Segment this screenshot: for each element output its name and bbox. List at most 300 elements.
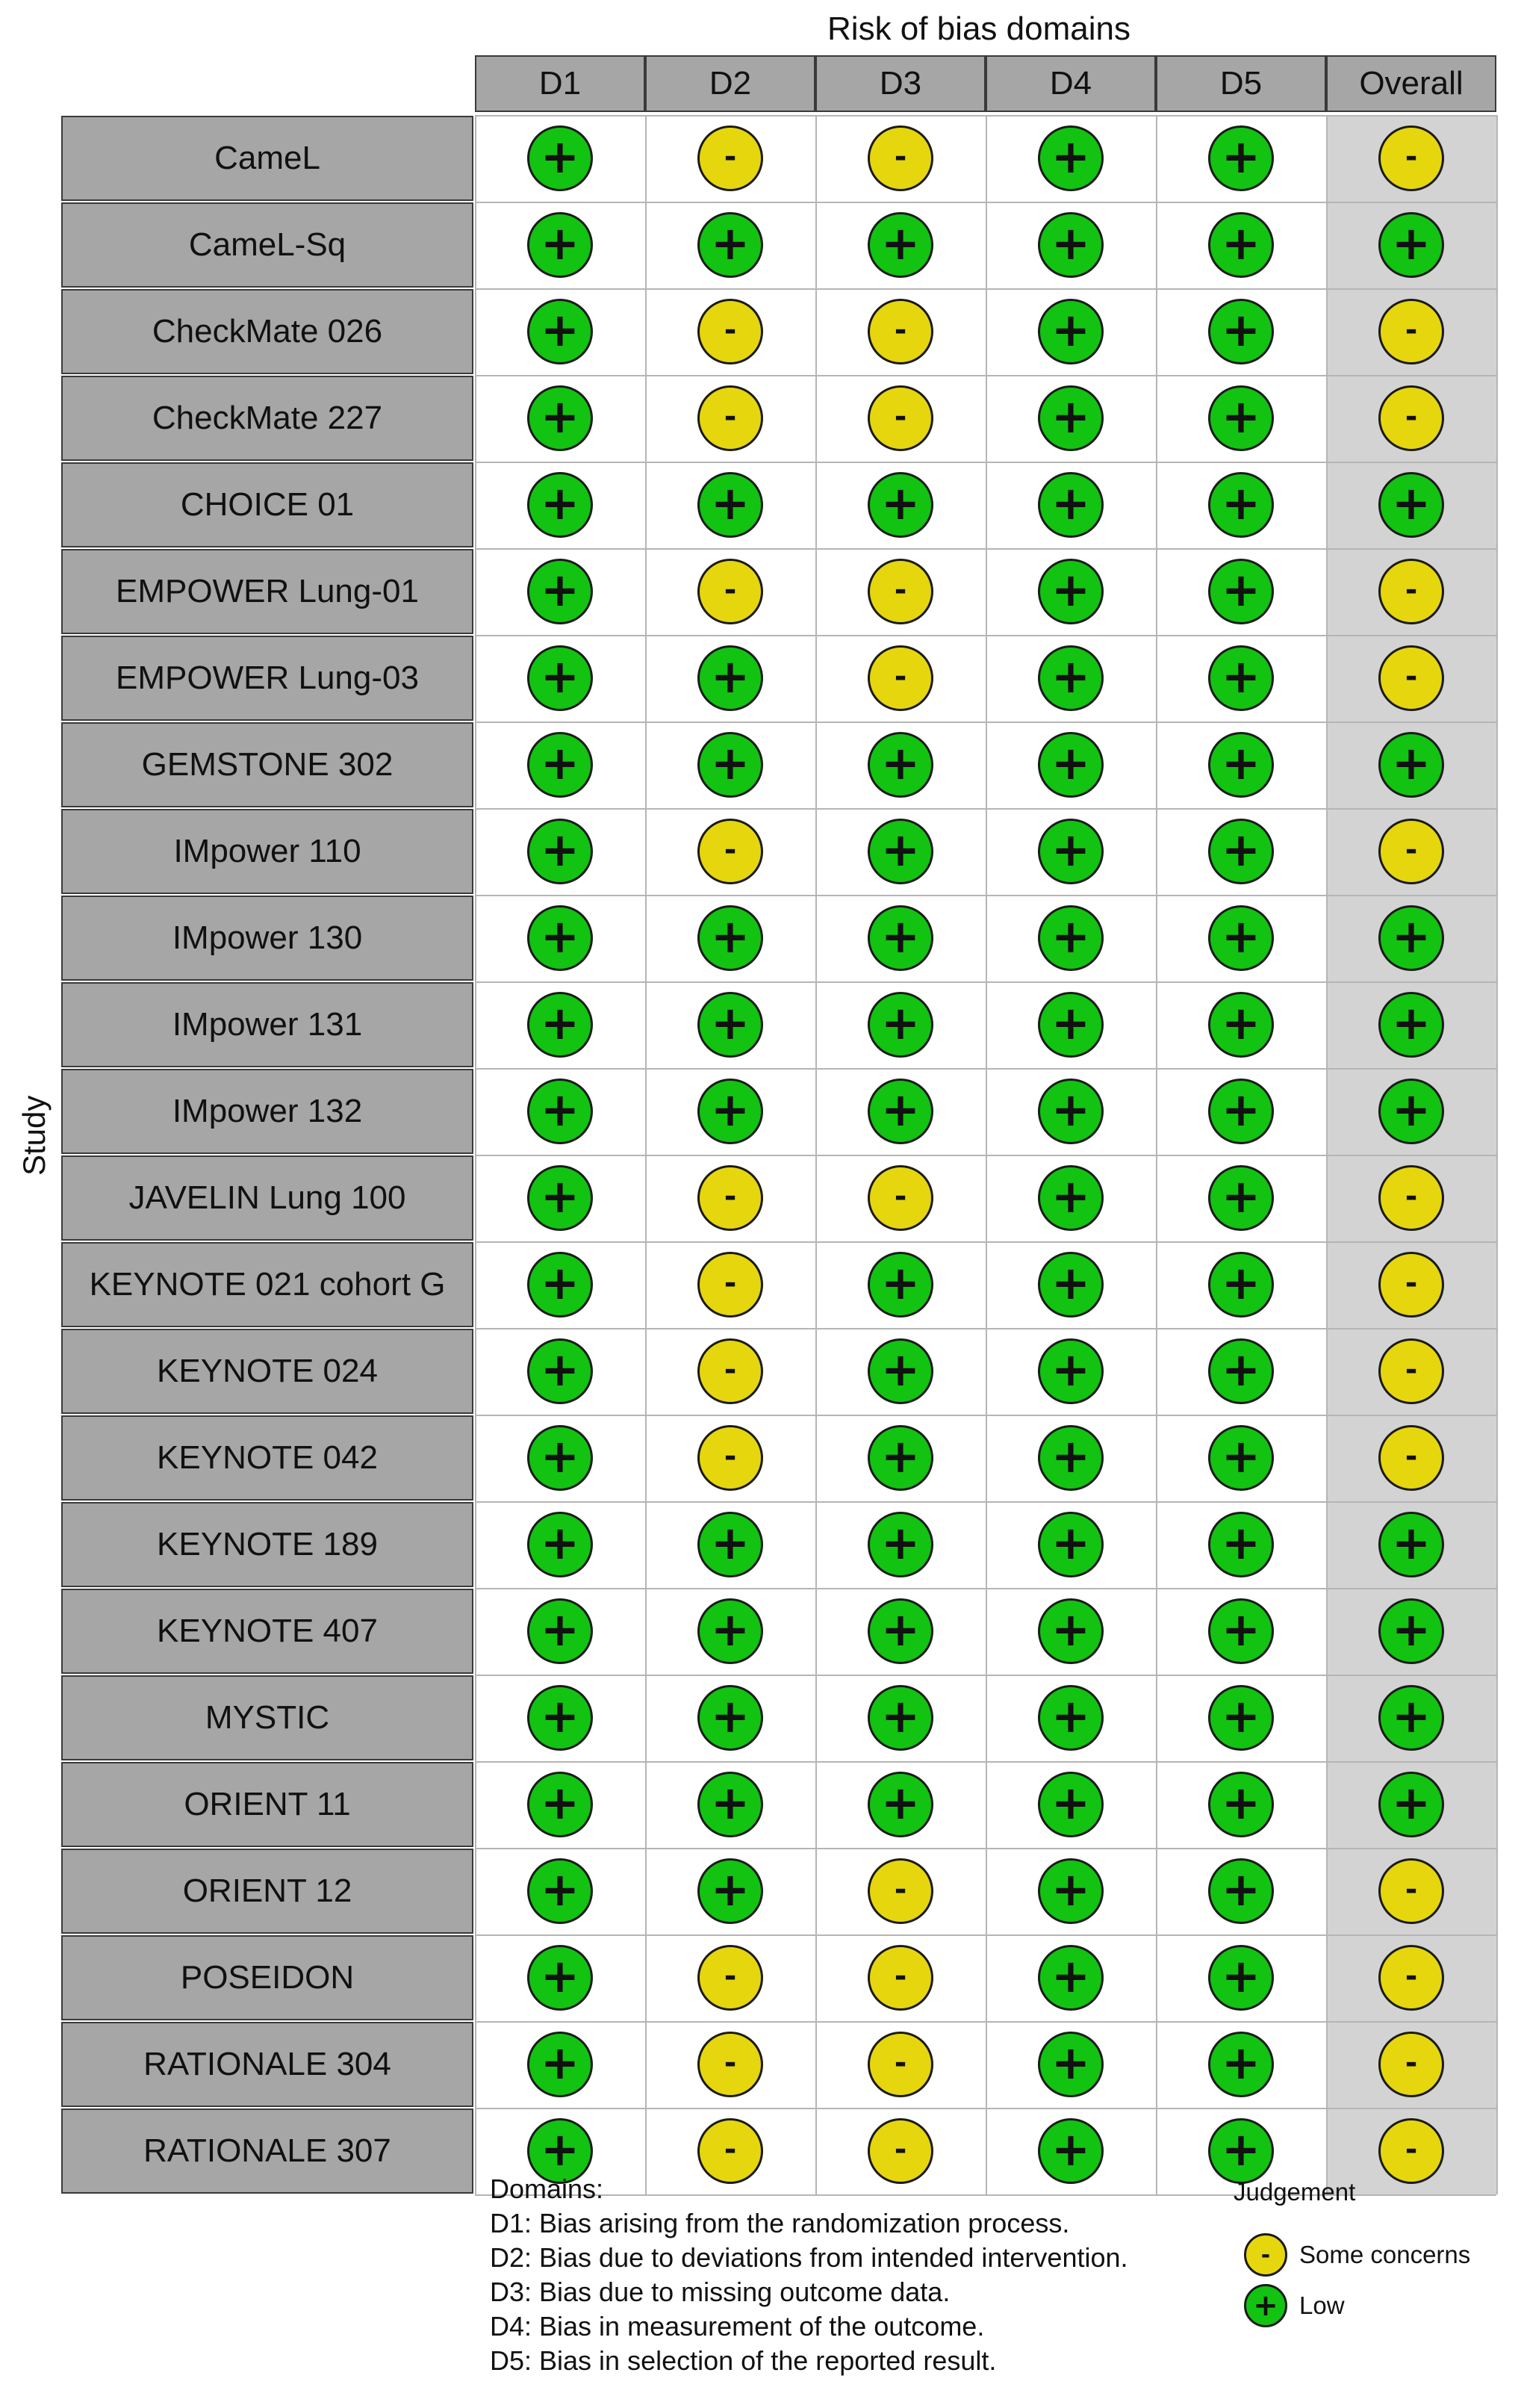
judgement-dot-keynote-407-d2	[697, 1598, 763, 1664]
judgement-dot-impower-110-d5	[1208, 819, 1274, 884]
judgement-dot-empower-lung-01-overall	[1378, 559, 1444, 624]
judgement-dot-camel-sq-d4	[1038, 212, 1104, 278]
judgement-symbol: +	[711, 736, 750, 790]
judgement-symbol: +	[711, 1602, 750, 1657]
judgement-symbol: -	[724, 1353, 737, 1387]
judgement-dot-keynote-189-d3	[868, 1512, 933, 1577]
judgement-dot-mystic-d5	[1208, 1685, 1274, 1751]
judgement-symbol: +	[1222, 1169, 1260, 1223]
study-label-javelin-lung-100: JAVELIN Lung 100	[61, 1155, 473, 1241]
judgement-symbol: +	[1051, 2122, 1090, 2176]
judgement-symbol: +	[881, 1602, 920, 1657]
judgement-dot-checkmate-026-d2	[697, 299, 763, 364]
study-label-checkmate-026: CheckMate 026	[61, 289, 473, 374]
judgement-symbol: +	[1051, 1515, 1090, 1570]
domains-legend	[490, 2172, 1128, 2378]
judgement-dot-keynote-407-d5	[1208, 1598, 1274, 1664]
judgement-dot-keynote-021-cohort-g-d5	[1208, 1252, 1274, 1318]
judgement-dot-impower-131-d3	[868, 992, 933, 1058]
judgement-dot-mystic-d1	[527, 1685, 593, 1751]
judgement-symbol: +	[541, 649, 579, 704]
domains-legend-item-d4: D4: Bias in measurement of the outcome.	[490, 2311, 985, 2342]
judgement-symbol: +	[541, 909, 579, 963]
judgement-dot-impower-132-overall	[1378, 1079, 1444, 1144]
judgement-dot-keynote-021-cohort-g-d1	[527, 1252, 593, 1318]
column-gridline	[1156, 115, 1157, 2194]
judgement-dot-gemstone-302-d1	[527, 732, 593, 798]
judgement-dot-impower-131-d4	[1038, 992, 1104, 1058]
judgement-dot-keynote-021-cohort-g-overall	[1378, 1252, 1444, 1318]
judgement-symbol: +	[541, 1082, 579, 1137]
judgement-dot-rationale-304-overall	[1378, 2032, 1444, 2097]
judgement-symbol: +	[1392, 216, 1431, 270]
judgement-dot-checkmate-227-d5	[1208, 385, 1274, 451]
judgement-dot-keynote-042-d4	[1038, 1425, 1104, 1491]
judgement-dot-impower-132-d1	[527, 1079, 593, 1144]
judgement-symbol: -	[894, 400, 907, 434]
judgement-dot-javelin-lung-100-d1	[527, 1165, 593, 1231]
judgement-dot-empower-lung-03-d5	[1208, 645, 1274, 711]
judgement-dot-camel-sq-d5	[1208, 212, 1274, 278]
judgement-symbol: +	[541, 389, 579, 444]
judgement-symbol: -	[724, 313, 737, 347]
judgement-symbol: +	[1392, 476, 1431, 530]
judgement-dot-keynote-024-d5	[1208, 1338, 1274, 1404]
study-label-rationale-307: RATIONALE 307	[61, 2108, 473, 2194]
judgement-symbol: +	[881, 1082, 920, 1137]
judgement-dot-keynote-407-d3	[868, 1598, 933, 1664]
judgement-symbol: +	[1051, 1082, 1090, 1137]
judgement-dot-empower-lung-01-d2	[697, 559, 763, 624]
judgement-dot-choice-01-d2	[697, 472, 763, 538]
judgement-dot-keynote-189-d5	[1208, 1512, 1274, 1577]
judgement-dot-poseidon-d2	[697, 1945, 763, 2011]
judgement-symbol: +	[1222, 1082, 1260, 1137]
judgement-dot-orient-11-d5	[1208, 1772, 1274, 1837]
judgement-symbol: +	[711, 476, 750, 530]
judgement-symbol: -	[1405, 660, 1418, 694]
study-label-impower-131: IMpower 131	[61, 982, 473, 1067]
judgement-symbol: +	[881, 822, 920, 877]
judgement-symbol: -	[724, 1959, 737, 1993]
study-label-keynote-024: KEYNOTE 024	[61, 1329, 473, 1414]
column-header-d1: D1	[475, 55, 645, 112]
judgement-symbol: +	[881, 1342, 920, 1397]
judgement-symbol: +	[1051, 822, 1090, 877]
judgement-symbol: +	[1051, 562, 1090, 617]
judgement-dot-impower-110-d3	[868, 819, 933, 884]
judgement-dot-impower-110-d4	[1038, 819, 1104, 884]
column-header-d2: D2	[645, 55, 815, 112]
judgement-dot-impower-132-d5	[1208, 1079, 1274, 1144]
judgement-symbol: +	[881, 996, 920, 1050]
judgement-dot-keynote-042-d1	[527, 1425, 593, 1491]
judgement-dot-orient-12-d1	[527, 1858, 593, 1924]
judgement-symbol: +	[711, 1862, 750, 1917]
judgement-dot-camel-sq-overall	[1378, 212, 1444, 278]
column-gridline	[645, 115, 647, 2194]
judgement-symbol: -	[724, 140, 737, 174]
judgement-dot-keynote-024-d3	[868, 1338, 933, 1404]
judgement-dot-choice-01-d5	[1208, 472, 1274, 538]
judgement-symbol: +	[1051, 649, 1090, 704]
judgement-symbol: +	[1051, 2035, 1090, 2090]
judgement-symbol: +	[1051, 129, 1090, 184]
judgement-dot-empower-lung-01-d4	[1038, 559, 1104, 624]
judgement-symbol: +	[1222, 476, 1260, 530]
judgement-symbol: +	[711, 909, 750, 963]
judgement-dot-impower-130-overall	[1378, 905, 1444, 971]
judgement-symbol: +	[1222, 302, 1260, 357]
column-gridline	[815, 115, 817, 2194]
column-gridline	[1326, 115, 1328, 2194]
judgement-symbol: -	[894, 1179, 907, 1214]
domains-legend-item-d3: D3: Bias due to missing outcome data.	[490, 2277, 951, 2307]
judgement-dot-keynote-189-d1	[527, 1512, 593, 1577]
judgement-dot-javelin-lung-100-d5	[1208, 1165, 1274, 1231]
column-header-d4: D4	[986, 55, 1156, 112]
study-label-rationale-304: RATIONALE 304	[61, 2022, 473, 2107]
judgement-symbol: +	[1222, 649, 1260, 704]
judgement-dot-camel-sq-d3	[868, 212, 933, 278]
judgement-symbol: +	[711, 1689, 750, 1743]
chart-title: Risk of bias domains	[827, 10, 1130, 47]
judgement-symbol: +	[1222, 736, 1260, 790]
judgement-symbol: +	[1222, 2035, 1260, 2090]
study-label-mystic: MYSTIC	[61, 1675, 473, 1760]
judgement-dot-checkmate-227-d2	[697, 385, 763, 451]
judgement-dot-gemstone-302-d2	[697, 732, 763, 798]
judgement-symbol: +	[1051, 389, 1090, 444]
judgement-dot-checkmate-026-d4	[1038, 299, 1104, 364]
judgement-dot-orient-12-d4	[1038, 1858, 1104, 1924]
judgement-dot-rationale-304-d1	[527, 2032, 593, 2097]
judgement-symbol: +	[541, 562, 579, 617]
judgement-dot-rationale-307-d5	[1208, 2118, 1274, 2184]
judgement-symbol: +	[1051, 909, 1090, 963]
judgement-symbol: -	[724, 2046, 737, 2080]
judgement-symbol: +	[1222, 1689, 1260, 1743]
judgement-symbol: -	[894, 660, 907, 694]
judgement-symbol: +	[541, 129, 579, 184]
judgement-symbol: +	[541, 1169, 579, 1223]
judgement-symbol: +	[1051, 1602, 1090, 1657]
judgement-symbol: +	[541, 1256, 579, 1310]
domains-legend-item-d2: D2: Bias due to deviations from intended intervention.	[490, 2242, 1128, 2273]
judgement-dot-impower-131-d5	[1208, 992, 1274, 1058]
judgement-symbol: +	[541, 1515, 579, 1570]
judgement-symbol: +	[541, 1775, 579, 1830]
judgement-dot-empower-lung-03-d1	[527, 645, 593, 711]
judgement-dot-rationale-304-d2	[697, 2032, 763, 2097]
judgement-dot-poseidon-d4	[1038, 1945, 1104, 2011]
column-header-d3: D3	[815, 55, 986, 112]
study-label-impower-132: IMpower 132	[61, 1069, 473, 1154]
judgement-dot-keynote-021-cohort-g-d3	[868, 1252, 933, 1318]
judgement-dot-impower-132-d4	[1038, 1079, 1104, 1144]
judgement-dot-empower-lung-01-d3	[868, 559, 933, 624]
judgement-dot-orient-11-d3	[868, 1772, 933, 1837]
judgement-symbol: +	[1392, 1515, 1431, 1570]
judgement-dot-rationale-304-d4	[1038, 2032, 1104, 2097]
judgement-symbol: +	[1051, 216, 1090, 270]
judgement-dot-impower-110-d2	[697, 819, 763, 884]
judgement-dot-orient-12-overall	[1378, 1858, 1444, 1924]
judgement-dot-checkmate-227-d1	[527, 385, 593, 451]
judgement-legend-title: Judgement	[1234, 2178, 1356, 2206]
judgement-dot-mystic-d3	[868, 1685, 933, 1751]
judgement-dot-rationale-304-d5	[1208, 2032, 1274, 2097]
judgement-dot-keynote-024-d2	[697, 1338, 763, 1404]
judgement-symbol: -	[724, 1439, 737, 1474]
judgement-symbol: -	[1405, 573, 1418, 607]
judgement-symbol: +	[1392, 909, 1431, 963]
judgement-symbol: +	[881, 1515, 920, 1570]
judgement-dot-choice-01-d1	[527, 472, 593, 538]
judgement-symbol: -	[894, 2046, 907, 2080]
domains-legend-item-d1: D1: Bias arising from the randomization process.	[490, 2208, 1070, 2238]
judgement-symbol: -	[1405, 140, 1418, 174]
judgement-symbol: -	[894, 140, 907, 174]
judgement-symbol: +	[1051, 1862, 1090, 1917]
judgement-symbol: +	[541, 216, 579, 270]
judgement-dot-orient-11-d2	[697, 1772, 763, 1837]
study-label-keynote-021-cohort-g: KEYNOTE 021 cohort G	[61, 1242, 473, 1327]
judgement-symbol: +	[541, 1602, 579, 1657]
judgement-symbol: +	[541, 2122, 579, 2176]
judgement-symbol: -	[1405, 833, 1418, 867]
judgement-symbol: +	[1222, 996, 1260, 1050]
judgement-symbol: +	[711, 216, 750, 270]
judgement-dot-impower-132-d3	[868, 1079, 933, 1144]
judgement-dot-camel-d2	[697, 125, 763, 191]
judgement-symbol: -	[1405, 313, 1418, 347]
judgement-dot-keynote-042-overall	[1378, 1425, 1444, 1491]
judgement-symbol: -	[894, 313, 907, 347]
judgement-symbol: +	[1051, 996, 1090, 1050]
judgement-dot-mystic-d4	[1038, 1685, 1104, 1751]
judgement-symbol: +	[1392, 1602, 1431, 1657]
judgement-dot-keynote-024-d1	[527, 1338, 593, 1404]
judgement-symbol: -	[1405, 1439, 1418, 1474]
judgement-symbol: +	[541, 1949, 579, 2003]
judgement-dot-checkmate-227-overall	[1378, 385, 1444, 451]
judgement-symbol: +	[1051, 1256, 1090, 1310]
judgement-symbol: +	[881, 909, 920, 963]
judgement-dot-checkmate-026-d3	[868, 299, 933, 364]
judgement-symbol: +	[541, 476, 579, 530]
judgement-dot-empower-lung-01-d5	[1208, 559, 1274, 624]
judgement-symbol: +	[1051, 1775, 1090, 1830]
judgement-symbol: +	[1222, 389, 1260, 444]
judgement-symbol: +	[1222, 216, 1260, 270]
judgement-dot-poseidon-overall	[1378, 1945, 1444, 2011]
judgement-dot-impower-110-d1	[527, 819, 593, 884]
judgement-symbol: +	[1222, 2122, 1260, 2176]
judgement-dot-checkmate-026-overall	[1378, 299, 1444, 364]
judgement-dot-keynote-189-d2	[697, 1512, 763, 1577]
judgement-symbol: -	[724, 400, 737, 434]
judgement-symbol: +	[1051, 1429, 1090, 1483]
judgement-symbol: +	[881, 736, 920, 790]
legend-label-low: Low	[1299, 2291, 1345, 2319]
study-label-camel: CameL	[61, 116, 473, 201]
judgement-symbol: +	[1222, 1515, 1260, 1570]
judgement-dot-camel-d4	[1038, 125, 1104, 191]
judgement-symbol: -	[894, 1872, 907, 1907]
judgement-symbol: +	[541, 302, 579, 357]
judgement-symbol: -	[724, 573, 737, 607]
judgement-dot-javelin-lung-100-d4	[1038, 1165, 1104, 1231]
judgement-dot-orient-12-d2	[697, 1858, 763, 1924]
column-gridline	[475, 115, 476, 2194]
judgement-dot-keynote-042-d5	[1208, 1425, 1274, 1491]
judgement-dot-keynote-407-overall	[1378, 1598, 1444, 1664]
judgement-dot-choice-01-overall	[1378, 472, 1444, 538]
study-label-keynote-042: KEYNOTE 042	[61, 1415, 473, 1501]
judgement-symbol: +	[1392, 996, 1431, 1050]
judgement-dot-poseidon-d3	[868, 1945, 933, 2011]
column-header-d5: D5	[1156, 55, 1326, 112]
judgement-dot-keynote-021-cohort-g-d2	[697, 1252, 763, 1318]
judgement-symbol: +	[711, 996, 750, 1050]
judgement-symbol: -	[894, 2132, 907, 2167]
judgement-dot-keynote-189-d4	[1038, 1512, 1104, 1577]
judgement-dot-impower-130-d4	[1038, 905, 1104, 971]
judgement-dot-impower-130-d1	[527, 905, 593, 971]
judgement-dot-keynote-407-d1	[527, 1598, 593, 1664]
judgement-dot-empower-lung-03-overall	[1378, 645, 1444, 711]
judgement-dot-keynote-024-d4	[1038, 1338, 1104, 1404]
judgement-symbol: -	[1405, 2132, 1418, 2167]
judgement-symbol: +	[541, 1342, 579, 1397]
legend-label-some-concerns: Some concerns	[1299, 2241, 1471, 2268]
study-label-orient-12: ORIENT 12	[61, 1849, 473, 1934]
judgement-dot-impower-131-overall	[1378, 992, 1444, 1058]
judgement-dot-orient-11-d1	[527, 1772, 593, 1837]
judgement-symbol: -	[724, 1266, 737, 1300]
judgement-dot-mystic-d2	[697, 1685, 763, 1751]
judgement-dot-camel-d3	[868, 125, 933, 191]
study-label-checkmate-227: CheckMate 227	[61, 376, 473, 461]
judgement-symbol: -	[1405, 400, 1418, 434]
judgement-dot-mystic-overall	[1378, 1685, 1444, 1751]
domains-legend-item-d5: D5: Bias in selection of the reported result.	[490, 2345, 997, 2376]
judgement-symbol: +	[1222, 129, 1260, 184]
judgement-symbol: -	[1405, 2046, 1418, 2080]
study-label-orient-11: ORIENT 11	[61, 1762, 473, 1847]
judgement-symbol: -	[1405, 1179, 1418, 1214]
judgement-dot-choice-01-d4	[1038, 472, 1104, 538]
judgement-symbol: +	[1222, 1862, 1260, 1917]
judgement-dot-keynote-042-d3	[868, 1425, 933, 1491]
judgement-symbol: +	[1222, 1775, 1260, 1830]
judgement-symbol: +	[711, 1082, 750, 1137]
study-label-keynote-189: KEYNOTE 189	[61, 1502, 473, 1587]
y-axis-label: Study	[16, 1095, 52, 1176]
judgement-symbol: +	[881, 1775, 920, 1830]
judgement-dot-impower-131-d1	[527, 992, 593, 1058]
judgement-symbol: +	[1222, 1602, 1260, 1657]
judgement-dot-javelin-lung-100-d2	[697, 1165, 763, 1231]
judgement-symbol: -	[894, 573, 907, 607]
study-label-camel-sq: CameL-Sq	[61, 202, 473, 288]
judgement-dot-camel-sq-d1	[527, 212, 593, 278]
judgement-dot-choice-01-d3	[868, 472, 933, 538]
judgement-symbol: +	[1222, 1949, 1260, 2003]
legend-dot-low: +	[1244, 2284, 1287, 2327]
judgement-dot-checkmate-026-d5	[1208, 299, 1274, 364]
study-label-impower-130: IMpower 130	[61, 896, 473, 981]
judgement-dot-orient-12-d5	[1208, 1858, 1274, 1924]
judgement-symbol: +	[541, 736, 579, 790]
judgement-symbol: +	[1222, 909, 1260, 963]
judgement-symbol: -	[1405, 1959, 1418, 1993]
judgement-symbol: +	[711, 1515, 750, 1570]
judgement-symbol: -	[1405, 1266, 1418, 1300]
column-gridline	[986, 115, 987, 2194]
judgement-dot-checkmate-227-d4	[1038, 385, 1104, 451]
column-gridline	[1496, 115, 1498, 2194]
judgement-dot-empower-lung-03-d4	[1038, 645, 1104, 711]
judgement-dot-orient-12-d3	[868, 1858, 933, 1924]
judgement-symbol: +	[711, 1775, 750, 1830]
judgement-symbol: +	[1392, 1689, 1431, 1743]
judgement-symbol: +	[1051, 1949, 1090, 2003]
judgement-symbol: +	[1051, 302, 1090, 357]
judgement-dot-impower-110-overall	[1378, 819, 1444, 884]
judgement-symbol: +	[1222, 1256, 1260, 1310]
study-label-impower-110: IMpower 110	[61, 809, 473, 894]
judgement-symbol: +	[541, 2035, 579, 2090]
judgement-dot-impower-130-d2	[697, 905, 763, 971]
domains-legend-heading: Domains:	[490, 2173, 604, 2204]
judgement-symbol: +	[1222, 1429, 1260, 1483]
judgement-symbol: -	[724, 833, 737, 867]
study-label-choice-01: CHOICE 01	[61, 462, 473, 547]
judgement-dot-poseidon-d5	[1208, 1945, 1274, 2011]
judgement-dot-checkmate-026-d1	[527, 299, 593, 364]
judgement-symbol: +	[541, 996, 579, 1050]
judgement-dot-camel-overall	[1378, 125, 1444, 191]
judgement-symbol: +	[1222, 1342, 1260, 1397]
judgement-symbol: +	[541, 1689, 579, 1743]
judgement-symbol: +	[711, 649, 750, 704]
study-label-empower-lung-01: EMPOWER Lung-01	[61, 549, 473, 634]
column-header-overall: Overall	[1326, 55, 1496, 112]
judgement-symbol: +	[881, 1256, 920, 1310]
judgement-symbol: +	[1392, 736, 1431, 790]
judgement-symbol: +	[881, 1689, 920, 1743]
judgement-symbol: +	[541, 1429, 579, 1483]
judgement-symbol: +	[1392, 1082, 1431, 1137]
judgement-dot-gemstone-302-d3	[868, 732, 933, 798]
judgement-symbol: +	[1051, 1169, 1090, 1223]
judgement-dot-keynote-021-cohort-g-d4	[1038, 1252, 1104, 1318]
judgement-symbol: +	[1392, 1775, 1431, 1830]
judgement-symbol: +	[1051, 736, 1090, 790]
study-label-gemstone-302: GEMSTONE 302	[61, 722, 473, 807]
judgement-symbol: +	[541, 1862, 579, 1917]
judgement-dot-poseidon-d1	[527, 1945, 593, 2011]
judgement-symbol: +	[1051, 476, 1090, 530]
judgement-dot-keynote-407-d4	[1038, 1598, 1104, 1664]
judgement-symbol: +	[881, 476, 920, 530]
judgement-dot-impower-131-d2	[697, 992, 763, 1058]
judgement-dot-javelin-lung-100-overall	[1378, 1165, 1444, 1231]
judgement-dot-impower-132-d2	[697, 1079, 763, 1144]
judgement-symbol: +	[881, 1429, 920, 1483]
